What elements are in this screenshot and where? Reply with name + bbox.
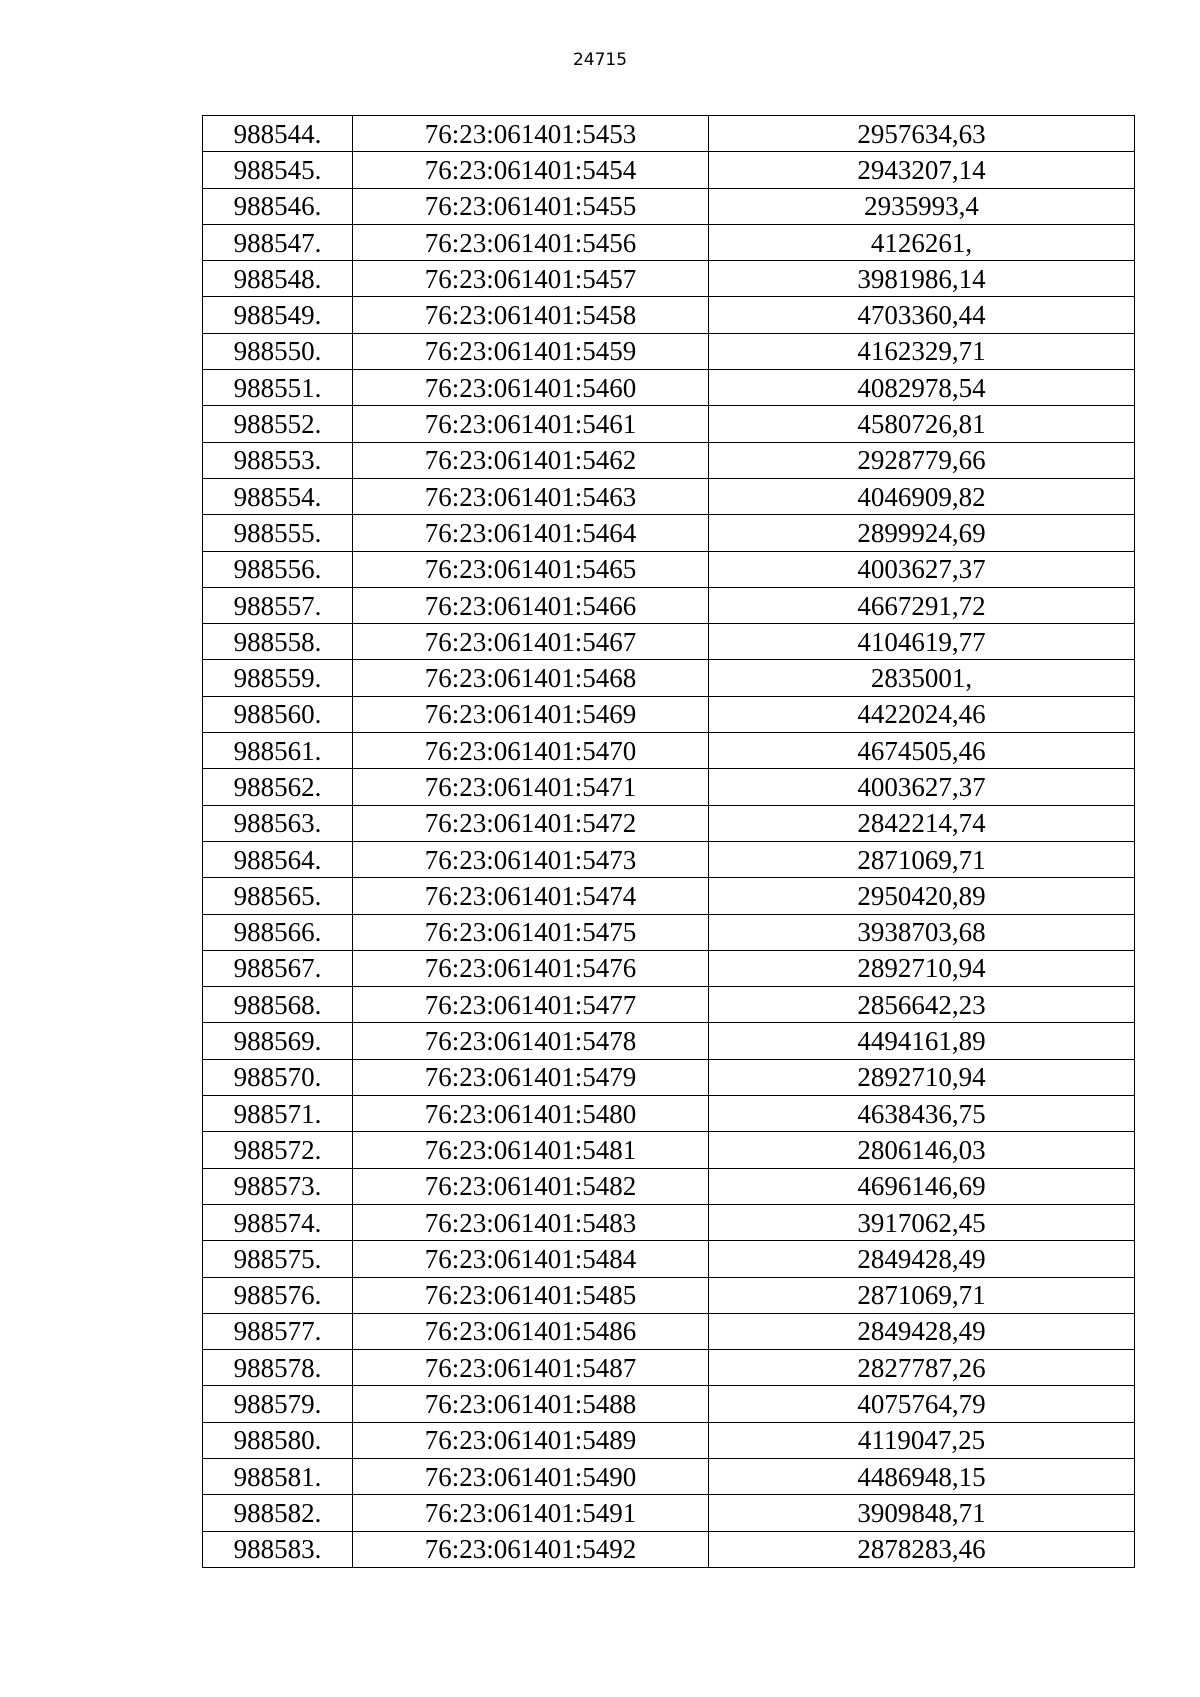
cadastral-value-cell: 4696146,69 [709, 1168, 1135, 1204]
cadastral-value-cell: 4638436,75 [709, 1096, 1135, 1132]
row-number-cell: 988553. [203, 442, 353, 478]
cadastral-number-cell: 76:23:061401:5487 [353, 1350, 709, 1386]
cadastral-value-cell: 4667291,72 [709, 587, 1135, 623]
cadastral-number-cell: 76:23:061401:5472 [353, 805, 709, 841]
row-number-cell: 988572. [203, 1132, 353, 1168]
row-number-cell: 988564. [203, 841, 353, 877]
cadastral-number-cell: 76:23:061401:5485 [353, 1277, 709, 1313]
cadastral-value-cell: 3909848,71 [709, 1495, 1135, 1531]
cadastral-value-cell: 4104619,77 [709, 624, 1135, 660]
table-row [203, 1132, 1135, 1168]
table-row [203, 406, 1135, 442]
table-row [203, 587, 1135, 623]
cadastral-value-cell: 2957634,63 [709, 116, 1135, 152]
table-row [203, 660, 1135, 696]
cadastral-number-cell: 76:23:061401:5469 [353, 696, 709, 732]
cadastral-value-cell: 2871069,71 [709, 841, 1135, 877]
row-number-cell: 988547. [203, 224, 353, 260]
cadastral-value-cell: 4046909,82 [709, 478, 1135, 514]
row-number-cell: 988545. [203, 152, 353, 188]
table-row [203, 805, 1135, 841]
table-row [203, 1168, 1135, 1204]
row-number-cell: 988550. [203, 333, 353, 369]
table-row [203, 914, 1135, 950]
cadastral-number-cell: 76:23:061401:5491 [353, 1495, 709, 1531]
table-row [203, 1204, 1135, 1240]
table-row [203, 769, 1135, 805]
row-number-cell: 988582. [203, 1495, 353, 1531]
row-number-cell: 988546. [203, 188, 353, 224]
table-row [203, 1277, 1135, 1313]
row-number-cell: 988560. [203, 696, 353, 732]
row-number-cell: 988557. [203, 587, 353, 623]
cadastral-number-cell: 76:23:061401:5471 [353, 769, 709, 805]
cadastral-number-cell: 76:23:061401:5484 [353, 1241, 709, 1277]
row-number-cell: 988561. [203, 733, 353, 769]
cadastral-value-cell: 3917062,45 [709, 1204, 1135, 1240]
cadastral-number-cell: 76:23:061401:5477 [353, 987, 709, 1023]
row-number-cell: 988568. [203, 987, 353, 1023]
cadastral-value-cell: 2878283,46 [709, 1531, 1135, 1567]
row-number-cell: 988551. [203, 370, 353, 406]
table-row [203, 878, 1135, 914]
cadastral-value-cell: 4082978,54 [709, 370, 1135, 406]
row-number-cell: 988549. [203, 297, 353, 333]
cadastral-number-cell: 76:23:061401:5456 [353, 224, 709, 260]
table-row [203, 1495, 1135, 1531]
cadastral-value-cell: 2950420,89 [709, 878, 1135, 914]
cadastral-value-cell: 4162329,71 [709, 333, 1135, 369]
row-number-cell: 988544. [203, 116, 353, 152]
cadastral-number-cell: 76:23:061401:5455 [353, 188, 709, 224]
cadastral-value-cell: 2892710,94 [709, 1059, 1135, 1095]
row-number-cell: 988569. [203, 1023, 353, 1059]
row-number-cell: 988576. [203, 1277, 353, 1313]
table-row [203, 987, 1135, 1023]
cadastral-value-cell: 2849428,49 [709, 1313, 1135, 1349]
row-number-cell: 988580. [203, 1422, 353, 1458]
table-row [203, 261, 1135, 297]
cadastral-value-cell: 2835001, [709, 660, 1135, 696]
row-number-cell: 988563. [203, 805, 353, 841]
table-row [203, 478, 1135, 514]
table-row [203, 1458, 1135, 1494]
cadastral-number-cell: 76:23:061401:5460 [353, 370, 709, 406]
row-number-cell: 988548. [203, 261, 353, 297]
cadastral-value-cell: 2849428,49 [709, 1241, 1135, 1277]
row-number-cell: 988562. [203, 769, 353, 805]
table-row [203, 1096, 1135, 1132]
cadastral-value-cell: 2806146,03 [709, 1132, 1135, 1168]
cadastral-number-cell: 76:23:061401:5480 [353, 1096, 709, 1132]
row-number-cell: 988571. [203, 1096, 353, 1132]
cadastral-number-cell: 76:23:061401:5478 [353, 1023, 709, 1059]
table-row [203, 1023, 1135, 1059]
row-number-cell: 988567. [203, 950, 353, 986]
cadastral-value-cell: 4003627,37 [709, 551, 1135, 587]
cadastral-number-cell: 76:23:061401:5476 [353, 950, 709, 986]
cadastral-value-cell: 3981986,14 [709, 261, 1135, 297]
cadastral-number-cell: 76:23:061401:5482 [353, 1168, 709, 1204]
table-row [203, 1386, 1135, 1422]
cadastral-value-cell: 2871069,71 [709, 1277, 1135, 1313]
table-row [203, 297, 1135, 333]
row-number-cell: 988579. [203, 1386, 353, 1422]
cadastral-value-cell: 2899924,69 [709, 515, 1135, 551]
cadastral-number-cell: 76:23:061401:5466 [353, 587, 709, 623]
row-number-cell: 988573. [203, 1168, 353, 1204]
table-row [203, 950, 1135, 986]
cadastral-number-cell: 76:23:061401:5463 [353, 478, 709, 514]
cadastral-value-cell: 4703360,44 [709, 297, 1135, 333]
table-row [203, 152, 1135, 188]
cadastral-number-cell: 76:23:061401:5481 [353, 1132, 709, 1168]
cadastral-number-cell: 76:23:061401:5464 [353, 515, 709, 551]
cadastral-value-cell: 4119047,25 [709, 1422, 1135, 1458]
cadastral-number-cell: 76:23:061401:5479 [353, 1059, 709, 1095]
row-number-cell: 988570. [203, 1059, 353, 1095]
cadastral-value-cell: 4075764,79 [709, 1386, 1135, 1422]
table-row [203, 1059, 1135, 1095]
row-number-cell: 988554. [203, 478, 353, 514]
cadastral-value-cell: 2892710,94 [709, 950, 1135, 986]
cadastral-number-cell: 76:23:061401:5470 [353, 733, 709, 769]
table-row [203, 696, 1135, 732]
table-row [203, 733, 1135, 769]
cadastral-number-cell: 76:23:061401:5458 [353, 297, 709, 333]
cadastral-number-cell: 76:23:061401:5489 [353, 1422, 709, 1458]
cadastral-number-cell: 76:23:061401:5492 [353, 1531, 709, 1567]
table-row [203, 333, 1135, 369]
row-number-cell: 988565. [203, 878, 353, 914]
cadastral-number-cell: 76:23:061401:5468 [353, 660, 709, 696]
cadastral-value-cell: 4126261, [709, 224, 1135, 260]
cadastral-number-cell: 76:23:061401:5465 [353, 551, 709, 587]
cadastral-number-cell: 76:23:061401:5454 [353, 152, 709, 188]
cadastral-number-cell: 76:23:061401:5490 [353, 1458, 709, 1494]
table-row [203, 224, 1135, 260]
cadastral-number-cell: 76:23:061401:5474 [353, 878, 709, 914]
row-number-cell: 988559. [203, 660, 353, 696]
cadastral-value-cell: 4580726,81 [709, 406, 1135, 442]
cadastral-value-cell: 4674505,46 [709, 733, 1135, 769]
cadastral-number-cell: 76:23:061401:5486 [353, 1313, 709, 1349]
table-row [203, 1422, 1135, 1458]
cadastral-number-cell: 76:23:061401:5467 [353, 624, 709, 660]
table-row [203, 1241, 1135, 1277]
row-number-cell: 988566. [203, 914, 353, 950]
cadastral-number-cell: 76:23:061401:5483 [353, 1204, 709, 1240]
cadastral-value-cell: 2943207,14 [709, 152, 1135, 188]
cadastral-value-cell: 4494161,89 [709, 1023, 1135, 1059]
cadastral-number-cell: 76:23:061401:5462 [353, 442, 709, 478]
cadastral-value-cell: 2842214,74 [709, 805, 1135, 841]
table-row [203, 370, 1135, 406]
cadastral-value-cell: 3938703,68 [709, 914, 1135, 950]
row-number-cell: 988577. [203, 1313, 353, 1349]
row-number-cell: 988581. [203, 1458, 353, 1494]
table-row [203, 1531, 1135, 1567]
row-number-cell: 988583. [203, 1531, 353, 1567]
cadastral-value-cell: 2856642,23 [709, 987, 1135, 1023]
cadastral-number-cell: 76:23:061401:5488 [353, 1386, 709, 1422]
row-number-cell: 988558. [203, 624, 353, 660]
cadastral-value-cell: 4422024,46 [709, 696, 1135, 732]
table-body [203, 116, 1135, 1568]
table-row [203, 1313, 1135, 1349]
cadastral-value-cell: 4486948,15 [709, 1458, 1135, 1494]
cadastral-number-cell: 76:23:061401:5459 [353, 333, 709, 369]
row-number-cell: 988555. [203, 515, 353, 551]
page-number: 24715 [572, 50, 628, 70]
cadastral-number-cell: 76:23:061401:5461 [353, 406, 709, 442]
cadastral-value-table [202, 115, 1135, 1568]
table-row [203, 515, 1135, 551]
cadastral-value-cell: 2827787,26 [709, 1350, 1135, 1386]
row-number-cell: 988552. [203, 406, 353, 442]
table-row [203, 116, 1135, 152]
cadastral-number-cell: 76:23:061401:5453 [353, 116, 709, 152]
cadastral-number-cell: 76:23:061401:5475 [353, 914, 709, 950]
cadastral-value-cell: 4003627,37 [709, 769, 1135, 805]
table-row [203, 188, 1135, 224]
table-row [203, 551, 1135, 587]
cadastral-value-cell: 2928779,66 [709, 442, 1135, 478]
table-row [203, 1350, 1135, 1386]
row-number-cell: 988578. [203, 1350, 353, 1386]
table-row [203, 442, 1135, 478]
table-row [203, 624, 1135, 660]
row-number-cell: 988575. [203, 1241, 353, 1277]
row-number-cell: 988556. [203, 551, 353, 587]
table-row [203, 841, 1135, 877]
cadastral-number-cell: 76:23:061401:5473 [353, 841, 709, 877]
cadastral-number-cell: 76:23:061401:5457 [353, 261, 709, 297]
cadastral-value-cell: 2935993,4 [709, 188, 1135, 224]
row-number-cell: 988574. [203, 1204, 353, 1240]
